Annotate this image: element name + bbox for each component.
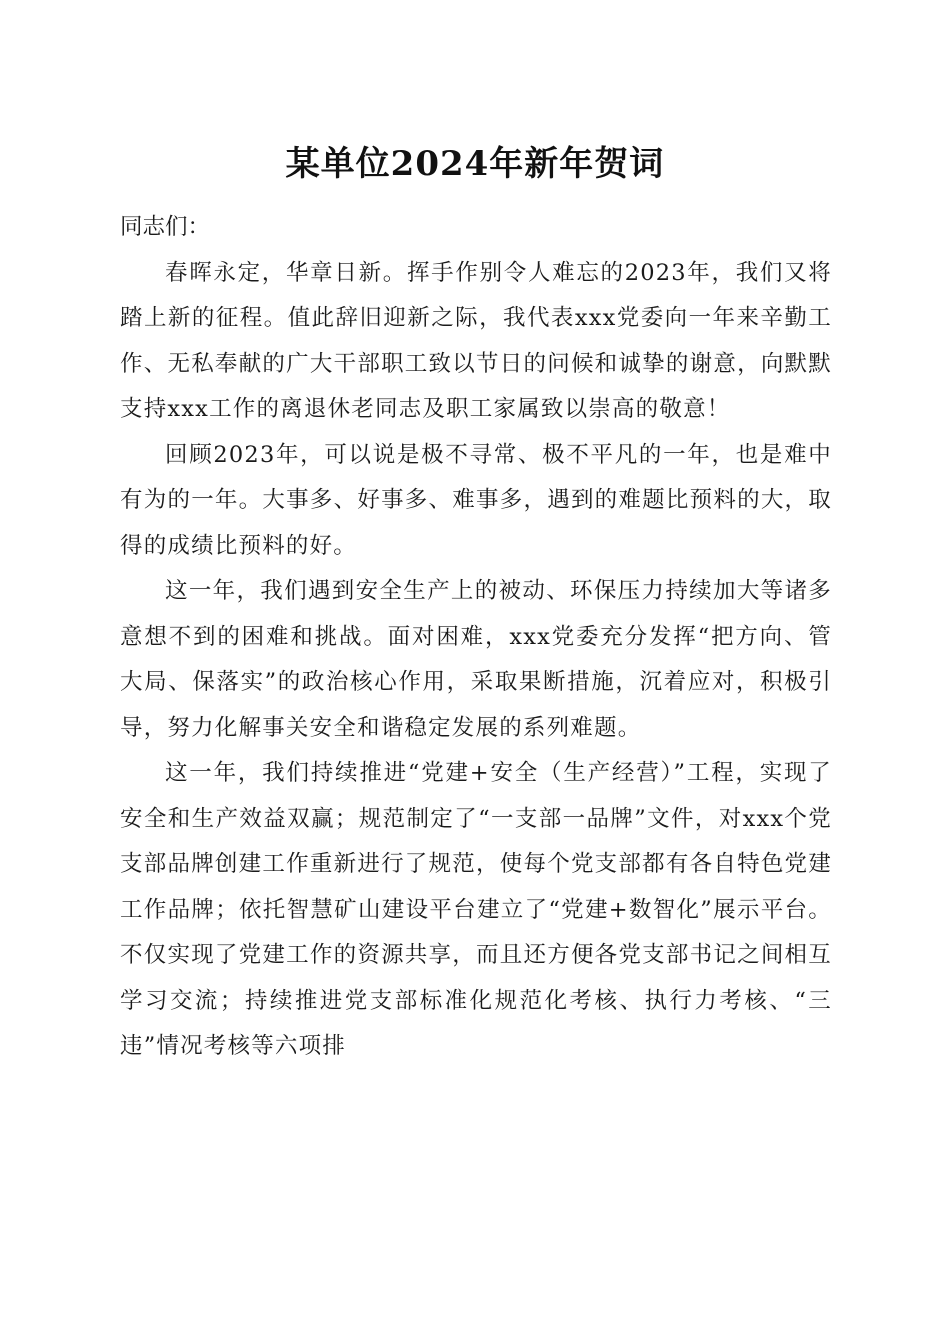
- paragraph-achievements: 这一年，我们持续推进“党建+安全（生产经营）”工程，实现了安全和生产效益双赢；规范制定了“一支部一品牌”文件，对xxx个党支部品牌创建工作重新进行了规范，使每个党支部都有各自特色党建工作品牌；依托智慧矿山建设平台建立了“党建+数智化”展示平台。不仅实现了党建工作的资源共享，而且还方便各党支部书记之间相互学习交流；持续推进党支部标准化规范化考核、执行力考核、“三违”情况考核等六项排: [120, 760, 832, 1059]
- paragraph-challenges: 这一年，我们遇到安全生产上的被动、环保压力持续加大等诸多意想不到的困难和挑战。面对困难，xxx党委充分发挥“把方向、管大局、保落实”的政治核心作用，采取果断措施，沉着应对，积极引导，努力化解事关安全和谐稳定发展的系列难题。: [120, 578, 832, 741]
- document-body: [120, 205, 832, 1070]
- paragraph-greeting: 春晖永定，华章日新。挥手作别令人难忘的2023年，我们又将踏上新的征程。值此辞旧迎新之际，我代表xxx党委向一年来辛勤工作、无私奉献的广大干部职工致以节日的问候和诚挚的谢意，向默默支持xxx工作的离退休老同志及职工家属致以崇高的敬意！: [120, 259, 832, 422]
- paragraph-review: 回顾2023年，可以说是极不寻常、极不平凡的一年，也是难中有为的一年。大事多、好事多、难事多，遇到的难题比预料的大，取得的成绩比预料的好。: [120, 441, 832, 559]
- salutation: 同志们：: [120, 214, 211, 240]
- document-title: 某单位2024年新年贺词: [285, 144, 665, 184]
